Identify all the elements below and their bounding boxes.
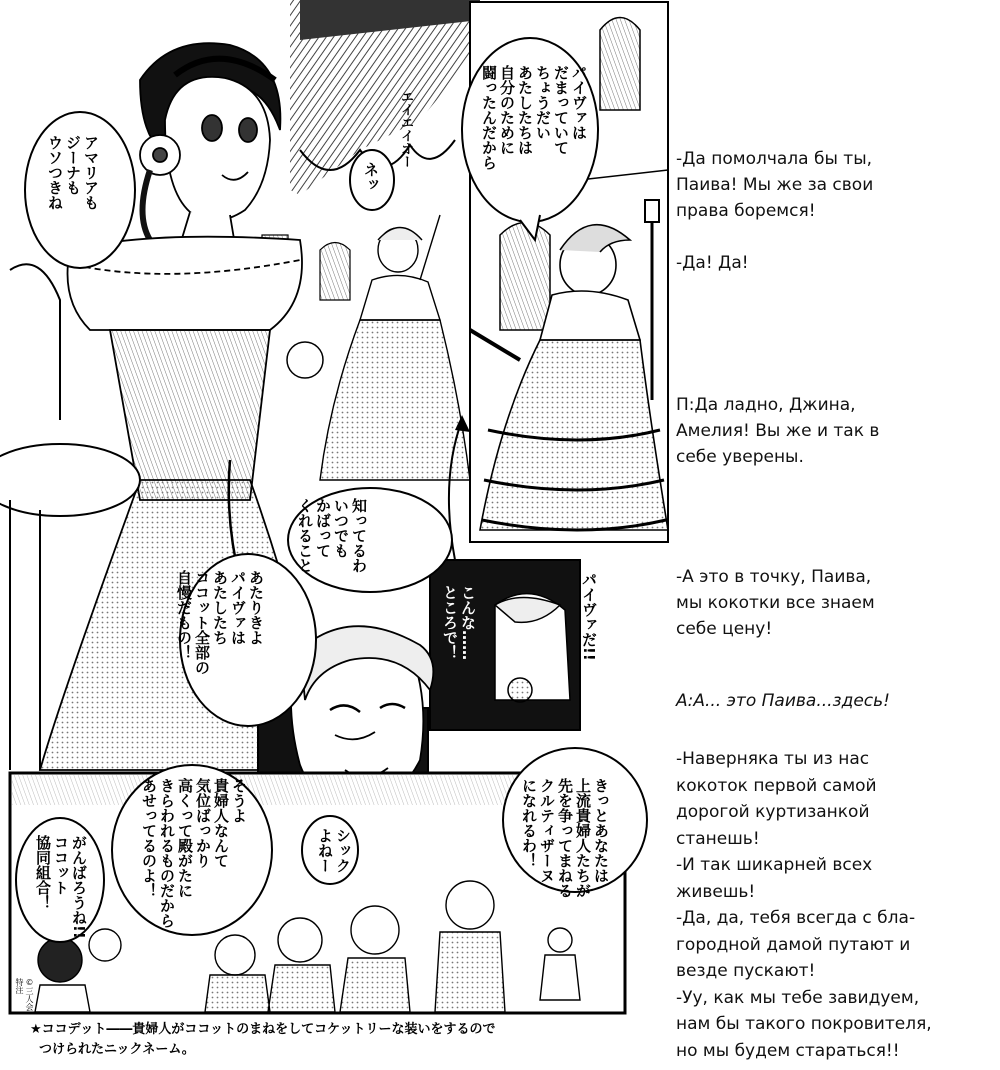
bubble-shitteru-text: 知ってるわ いつでも かばって くれること	[296, 498, 368, 573]
bubble-amalia-text: アマリアも ジーナも ウソつきね	[46, 135, 100, 210]
footnote-text: ★ココデット――貴婦人がココットのまねをしてコケットリーな装いをするので つけられたニックネーム。	[30, 1022, 496, 1057]
artist-credit: ©三人会 特注	[15, 978, 34, 1011]
translation-block-5: -Наверняка ты из нас кокоток первой самой дорогой куртизанкой станешь! -И так шикарней всех живешь! -Да, да, тебя всегда с бла- городной дамой путают и везде пускают! -Уу, как мы тебе завидуем, нам бы такого покровителя, но мы будем стараться!!	[676, 749, 932, 1061]
bubble-kitto-text: きっとあなたは 上流貴婦人たちが 先を争ってまねる クルティザーヌ になれるわ！	[520, 778, 610, 898]
bubble-paiva-da-text: パイヴァだ!!	[580, 572, 598, 661]
translation-block-4: А:А... это Паива...здесь!	[676, 691, 890, 711]
translation-block-2: П:Да ладно, Джина, Амелия! Вы же и так в себе уверены.	[676, 395, 880, 467]
bubble-ganbarou-text: がんばろうね!! ココット 協同組合！	[34, 835, 88, 939]
bubble-souyo-text: そうよ 貴婦人なんて 気位ばっかり 高くって殿がたに きらわれるものだから あせってるのよ！	[140, 778, 248, 928]
bubble-konna-text: こんな…… ところで！	[441, 585, 477, 660]
translation-block-3: -А это в точку, Паива, мы кокотки все знаем себе цену!	[676, 567, 875, 639]
translation-column	[676, 0, 996, 1070]
eiei-shout-text: エイエイオー	[398, 90, 413, 168]
boy-figure	[495, 594, 570, 702]
bubble-chic-text: シック よねー	[316, 828, 352, 873]
translation-block-1: -Да помолчала бы ты, Паива! Мы же за свои права боремся! -Да! Да!	[676, 149, 874, 273]
bubble-ne-text: ネッ	[362, 162, 380, 192]
bubble-atarikiyo-text: あたりきよ パイヴァは あたしたち ココット全部の 自慢だもの！	[175, 570, 265, 675]
bubble-paiva-top-text: パイヴァは だまっていて ちょうだい あたしたちは 自分のために 闘ったんだから	[480, 65, 588, 170]
